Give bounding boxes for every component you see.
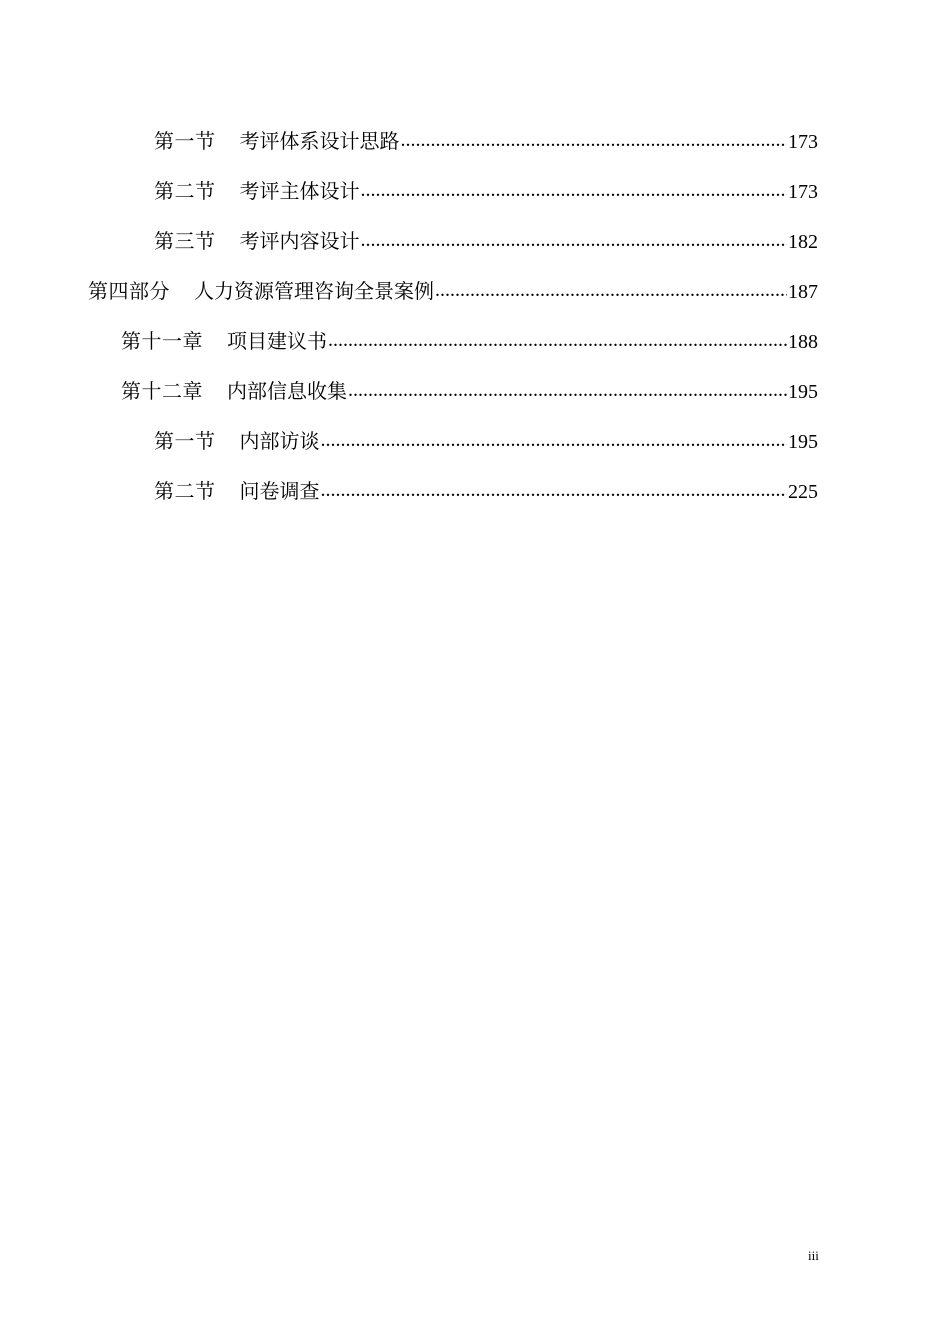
toc-entry-label	[154, 474, 320, 508]
toc-entry-number: 第十二章	[121, 379, 203, 403]
toc-entry-title: 考评体系设计思路	[239, 129, 400, 153]
toc-entry-label	[88, 274, 434, 308]
toc-entry-number: 第十一章	[121, 329, 203, 353]
dot-leader	[401, 123, 788, 157]
toc-entry-page: 195	[788, 381, 818, 403]
toc-entry-label	[121, 324, 327, 358]
toc-entry-number: 第一节	[154, 429, 216, 453]
toc-entry[interactable]	[0, 474, 950, 524]
toc-entry-page: 182	[788, 231, 818, 253]
table-of-contents	[0, 124, 950, 524]
toc-entry[interactable]	[0, 224, 950, 274]
toc-entry-number: 第四部分	[88, 279, 170, 303]
dot-leader	[321, 473, 788, 507]
toc-entry-title: 考评主体设计	[239, 179, 360, 203]
toc-entry-page: 187	[788, 281, 818, 303]
toc-entry[interactable]	[0, 274, 950, 324]
dot-leader	[321, 423, 788, 457]
toc-entry[interactable]	[0, 124, 950, 174]
toc-entry-page: 188	[788, 331, 818, 353]
toc-entry-label	[154, 224, 360, 258]
toc-entry-number: 第二节	[154, 479, 216, 503]
toc-entry-title: 问卷调查	[239, 479, 320, 503]
toc-entry-number: 第三节	[154, 229, 216, 253]
toc-entry[interactable]	[0, 424, 950, 474]
toc-entry[interactable]	[0, 174, 950, 224]
dot-leader	[348, 373, 787, 407]
dot-leader	[361, 173, 788, 207]
toc-entry[interactable]	[0, 324, 950, 374]
toc-entry-title: 项目建议书	[227, 329, 327, 353]
toc-entry-page: 173	[788, 181, 818, 203]
dot-leader	[361, 223, 788, 257]
dot-leader	[435, 273, 787, 307]
toc-entry-page: 195	[788, 431, 818, 453]
toc-entry-label	[154, 124, 400, 158]
toc-entry-label	[154, 174, 360, 208]
page-number: iii	[808, 1248, 819, 1263]
dot-leader	[328, 323, 787, 357]
toc-entry-label	[121, 374, 347, 408]
toc-entry-number: 第二节	[154, 179, 216, 203]
toc-entry-label	[154, 424, 320, 458]
toc-entry-page: 173	[788, 131, 818, 153]
toc-entry-title: 内部访谈	[239, 429, 320, 453]
toc-entry-title: 考评内容设计	[239, 229, 360, 253]
toc-entry-title: 内部信息收集	[227, 379, 347, 403]
toc-entry[interactable]	[0, 374, 950, 424]
toc-entry-number: 第一节	[154, 129, 216, 153]
toc-entry-page: 225	[788, 481, 818, 503]
toc-entry-title: 人力资源管理咨询全景案例	[194, 279, 434, 303]
